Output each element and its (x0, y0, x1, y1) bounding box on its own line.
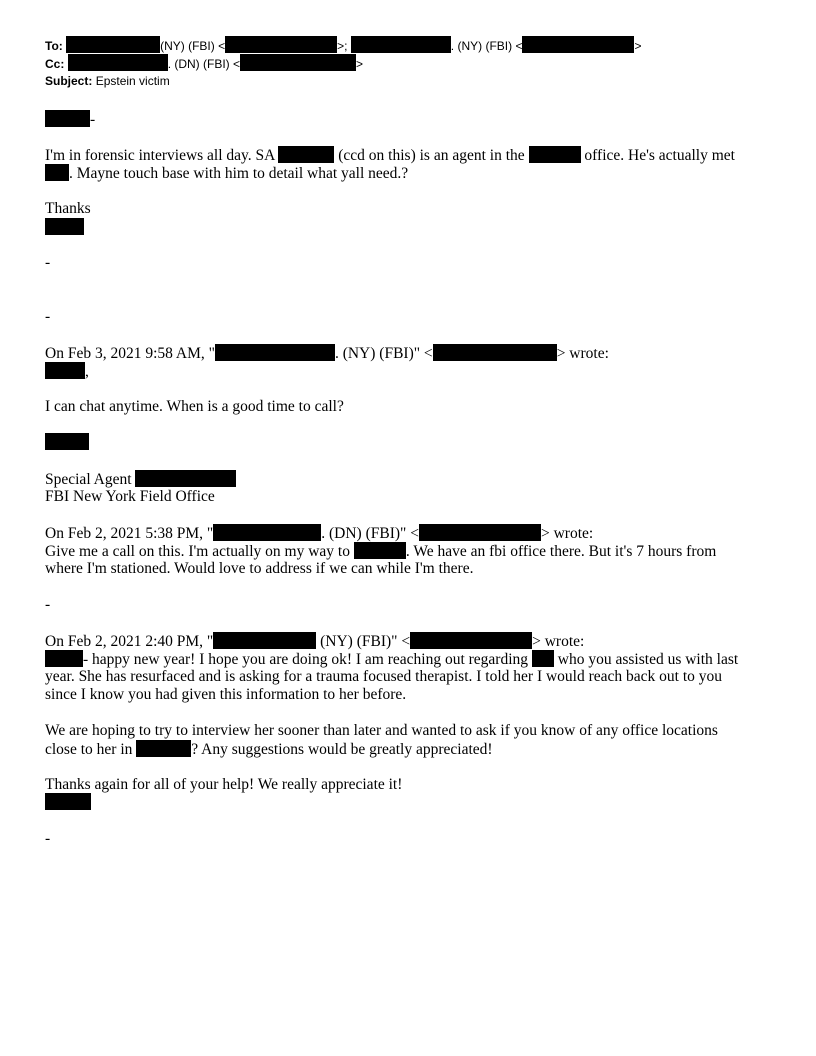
subject-line (45, 72, 170, 90)
text: office. He's actually met (584, 147, 735, 164)
cc-label: Cc: (45, 57, 65, 71)
redaction (532, 650, 554, 667)
redaction (529, 146, 581, 163)
quote-text: where I'm stationed. Would love to address if we can while I'm there. (45, 560, 474, 577)
redaction (410, 632, 532, 649)
to-line (45, 36, 641, 55)
quote-greeting (45, 362, 89, 381)
quote-text: since I know you had given this information to her before. (45, 686, 407, 703)
signature-title (45, 470, 236, 489)
to-tag-2: . (NY) (FBI) < (450, 39, 523, 53)
to-sep: >; (337, 39, 348, 53)
quote-text (45, 650, 738, 669)
redaction (66, 36, 160, 53)
quote-text (45, 542, 716, 561)
text: Special Agent (45, 471, 132, 488)
body-paragraph-line-2 (45, 164, 408, 183)
text: . (NY) (FBI)" < (334, 345, 433, 362)
text: (ccd on this) is an agent in the (338, 147, 525, 164)
text: > wrote: (540, 525, 594, 542)
redaction (45, 433, 89, 450)
to-end: > (634, 39, 642, 53)
quote-header (45, 632, 584, 651)
cc-end: > (356, 57, 364, 71)
redaction (240, 54, 356, 71)
body-paragraph-line-1 (45, 146, 735, 165)
text: > wrote: (532, 633, 585, 650)
greeting-line (45, 110, 95, 129)
text: On Feb 2, 2021 2:40 PM, " (45, 633, 214, 650)
separator-dash: - (45, 254, 51, 271)
redaction (45, 110, 90, 127)
subject-text: Epstein victim (95, 74, 170, 88)
redaction (45, 362, 85, 379)
redaction (213, 632, 316, 649)
signature-office: FBI New York Field Office (45, 488, 215, 505)
text: - happy new year! I hope you are doing ok! I am reaching out regarding (83, 651, 529, 668)
redaction (135, 470, 236, 487)
cc-line (45, 54, 363, 73)
redaction (136, 740, 191, 757)
to-label: To: (45, 39, 63, 53)
text: Give me a call on this. I'm actually on my way to (45, 543, 350, 560)
quote-text: year. She has resurfaced and is asking for a trauma focused therapist. I told her I would reach back out to you (45, 668, 723, 685)
text: . We have an fbi office there. But it's 7 hours from (405, 543, 717, 560)
text: close to her in (45, 741, 133, 758)
cc-tag: . (DN) (FBI) < (167, 57, 241, 71)
redaction (433, 344, 557, 361)
redaction (225, 36, 337, 53)
text: I'm in forensic interviews all day. SA (45, 147, 275, 164)
separator-dash: - (45, 830, 51, 847)
quote-header (45, 524, 593, 543)
redaction (45, 650, 83, 667)
text: ? Any suggestions would be greatly appreciated! (191, 741, 493, 758)
separator-dash: - (45, 596, 51, 613)
redaction (215, 344, 335, 361)
text: On Feb 3, 2021 9:58 AM, " (45, 345, 215, 362)
text: On Feb 2, 2021 5:38 PM, " (45, 525, 214, 542)
redaction (354, 542, 406, 559)
to-tag-1: (NY) (FBI) < (160, 39, 226, 53)
text: > wrote: (556, 345, 609, 362)
redaction (278, 146, 334, 163)
text: (NY) (FBI)" < (320, 633, 411, 650)
redaction (351, 36, 451, 53)
text: who you assisted us with last (557, 651, 739, 668)
redaction (213, 524, 321, 541)
redaction (419, 524, 541, 541)
thanks-line: Thanks (45, 200, 91, 217)
quote-text: We are hoping to try to interview her sooner than later and wanted to ask if you know of any office locations (45, 722, 718, 739)
redaction (522, 36, 634, 53)
subject-label: Subject: (45, 74, 93, 88)
separator-dash: - (45, 308, 51, 325)
greeting-suffix: - (90, 111, 96, 128)
redaction (45, 164, 69, 181)
text: , (85, 363, 89, 380)
quote-header (45, 344, 609, 363)
quote-text (45, 740, 493, 759)
text: . Mayne touch base with him to detail what yall need.? (69, 165, 409, 182)
text: . (DN) (FBI)" < (321, 525, 419, 542)
quote-text: Thanks again for all of your help! We really appreciate it! (45, 776, 403, 793)
redaction (45, 218, 84, 235)
redaction (68, 54, 168, 71)
quote-text: I can chat anytime. When is a good time to call? (45, 398, 344, 415)
redaction (45, 793, 91, 810)
